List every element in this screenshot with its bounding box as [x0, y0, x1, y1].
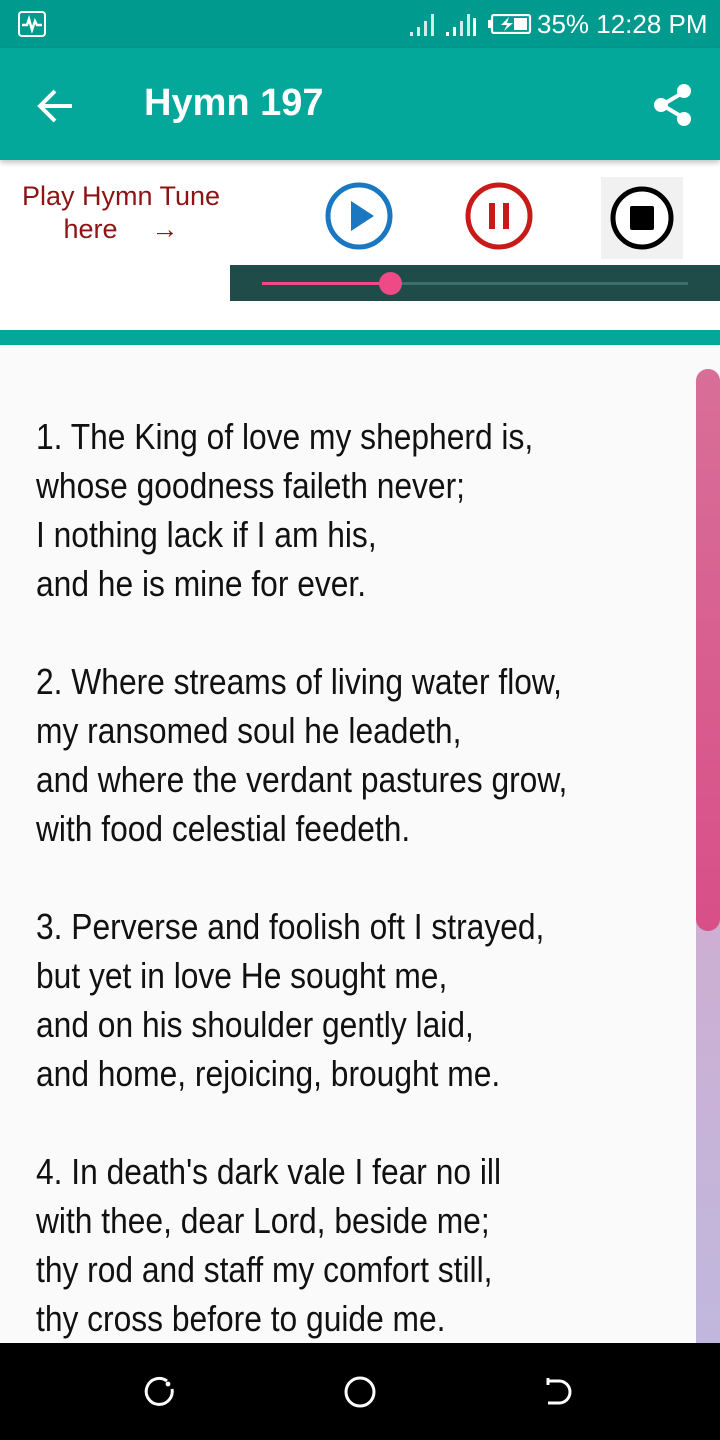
- stop-button[interactable]: [609, 185, 675, 251]
- navigation-bar: [0, 1343, 720, 1440]
- lyric-line: and where the verdant pastures grow,: [36, 759, 568, 800]
- lyric-line: and home, rejoicing, brought me.: [36, 1053, 501, 1094]
- lyric-line: thy cross before to guide me.: [36, 1298, 446, 1339]
- pause-icon: [464, 181, 534, 251]
- app-bar: [0, 48, 720, 160]
- verse: [36, 412, 676, 608]
- seek-thumb[interactable]: [379, 272, 402, 295]
- lyric-line: whose goodness faileth never;: [36, 465, 465, 506]
- verse: [36, 1147, 676, 1343]
- lyric-line: with thee, dear Lord, beside me;: [36, 1200, 490, 1241]
- verse: [36, 657, 676, 853]
- lyric-line: 1. The King of love my shepherd is,: [36, 416, 534, 457]
- activity-monitor-icon: [18, 11, 46, 37]
- arrow-right-icon: →: [151, 214, 179, 244]
- lyric-line: with food celestial feedeth.: [36, 808, 411, 849]
- battery-time-text: 35% 12:28 PM: [537, 9, 708, 39]
- lyric-line: but yet in love He sought me,: [36, 955, 448, 996]
- page-title: Hymn 197: [144, 82, 324, 124]
- scrollbar-thumb[interactable]: [696, 369, 720, 931]
- play-button[interactable]: [324, 181, 394, 251]
- nav-back-button[interactable]: [543, 1375, 577, 1409]
- stop-icon: [609, 185, 675, 251]
- home-icon: [343, 1375, 377, 1409]
- lyric-line: 4. In death's dark vale I fear no ill: [36, 1151, 502, 1192]
- pause-button[interactable]: [464, 181, 534, 251]
- lyric-line: 2. Where streams of living water flow,: [36, 661, 562, 702]
- play-hint: [14, 180, 228, 246]
- share-button[interactable]: [648, 80, 698, 130]
- lyric-line: 3. Perverse and foolish oft I strayed,: [36, 906, 545, 947]
- back-button[interactable]: [28, 78, 84, 134]
- signal-icon: [446, 12, 476, 36]
- lyric-line: and on his shoulder gently laid,: [36, 1004, 474, 1045]
- arrow-left-icon: [28, 78, 84, 134]
- lyric-line: my ransomed soul he leadeth,: [36, 710, 462, 751]
- lyric-line: thy rod and staff my comfort still,: [36, 1249, 493, 1290]
- back-icon: [543, 1375, 577, 1409]
- scrollbar[interactable]: [696, 369, 720, 1343]
- play-hint-title: Play Hymn Tune: [21, 181, 221, 211]
- audio-player: [0, 160, 720, 330]
- seek-bar[interactable]: [230, 265, 720, 301]
- stop-button-container: [601, 177, 683, 259]
- play-hint-here: here: [63, 214, 118, 244]
- recent-apps-icon: [143, 1375, 177, 1409]
- divider: [0, 330, 720, 345]
- hymn-lyrics: [36, 412, 676, 1343]
- play-icon: [324, 181, 394, 251]
- share-icon: [648, 80, 698, 130]
- seek-track: [262, 282, 688, 285]
- home-button[interactable]: [343, 1375, 377, 1409]
- lyric-line: and he is mine for ever.: [36, 563, 367, 604]
- hymn-content: [0, 345, 720, 1343]
- signal-icon: [410, 12, 438, 36]
- status-bar: [0, 0, 720, 48]
- verse: [36, 902, 676, 1098]
- lyric-line: I nothing lack if I am his,: [36, 514, 377, 555]
- battery-charging-icon: [488, 14, 532, 34]
- recent-apps-button[interactable]: [143, 1375, 177, 1409]
- seek-progress: [262, 282, 390, 285]
